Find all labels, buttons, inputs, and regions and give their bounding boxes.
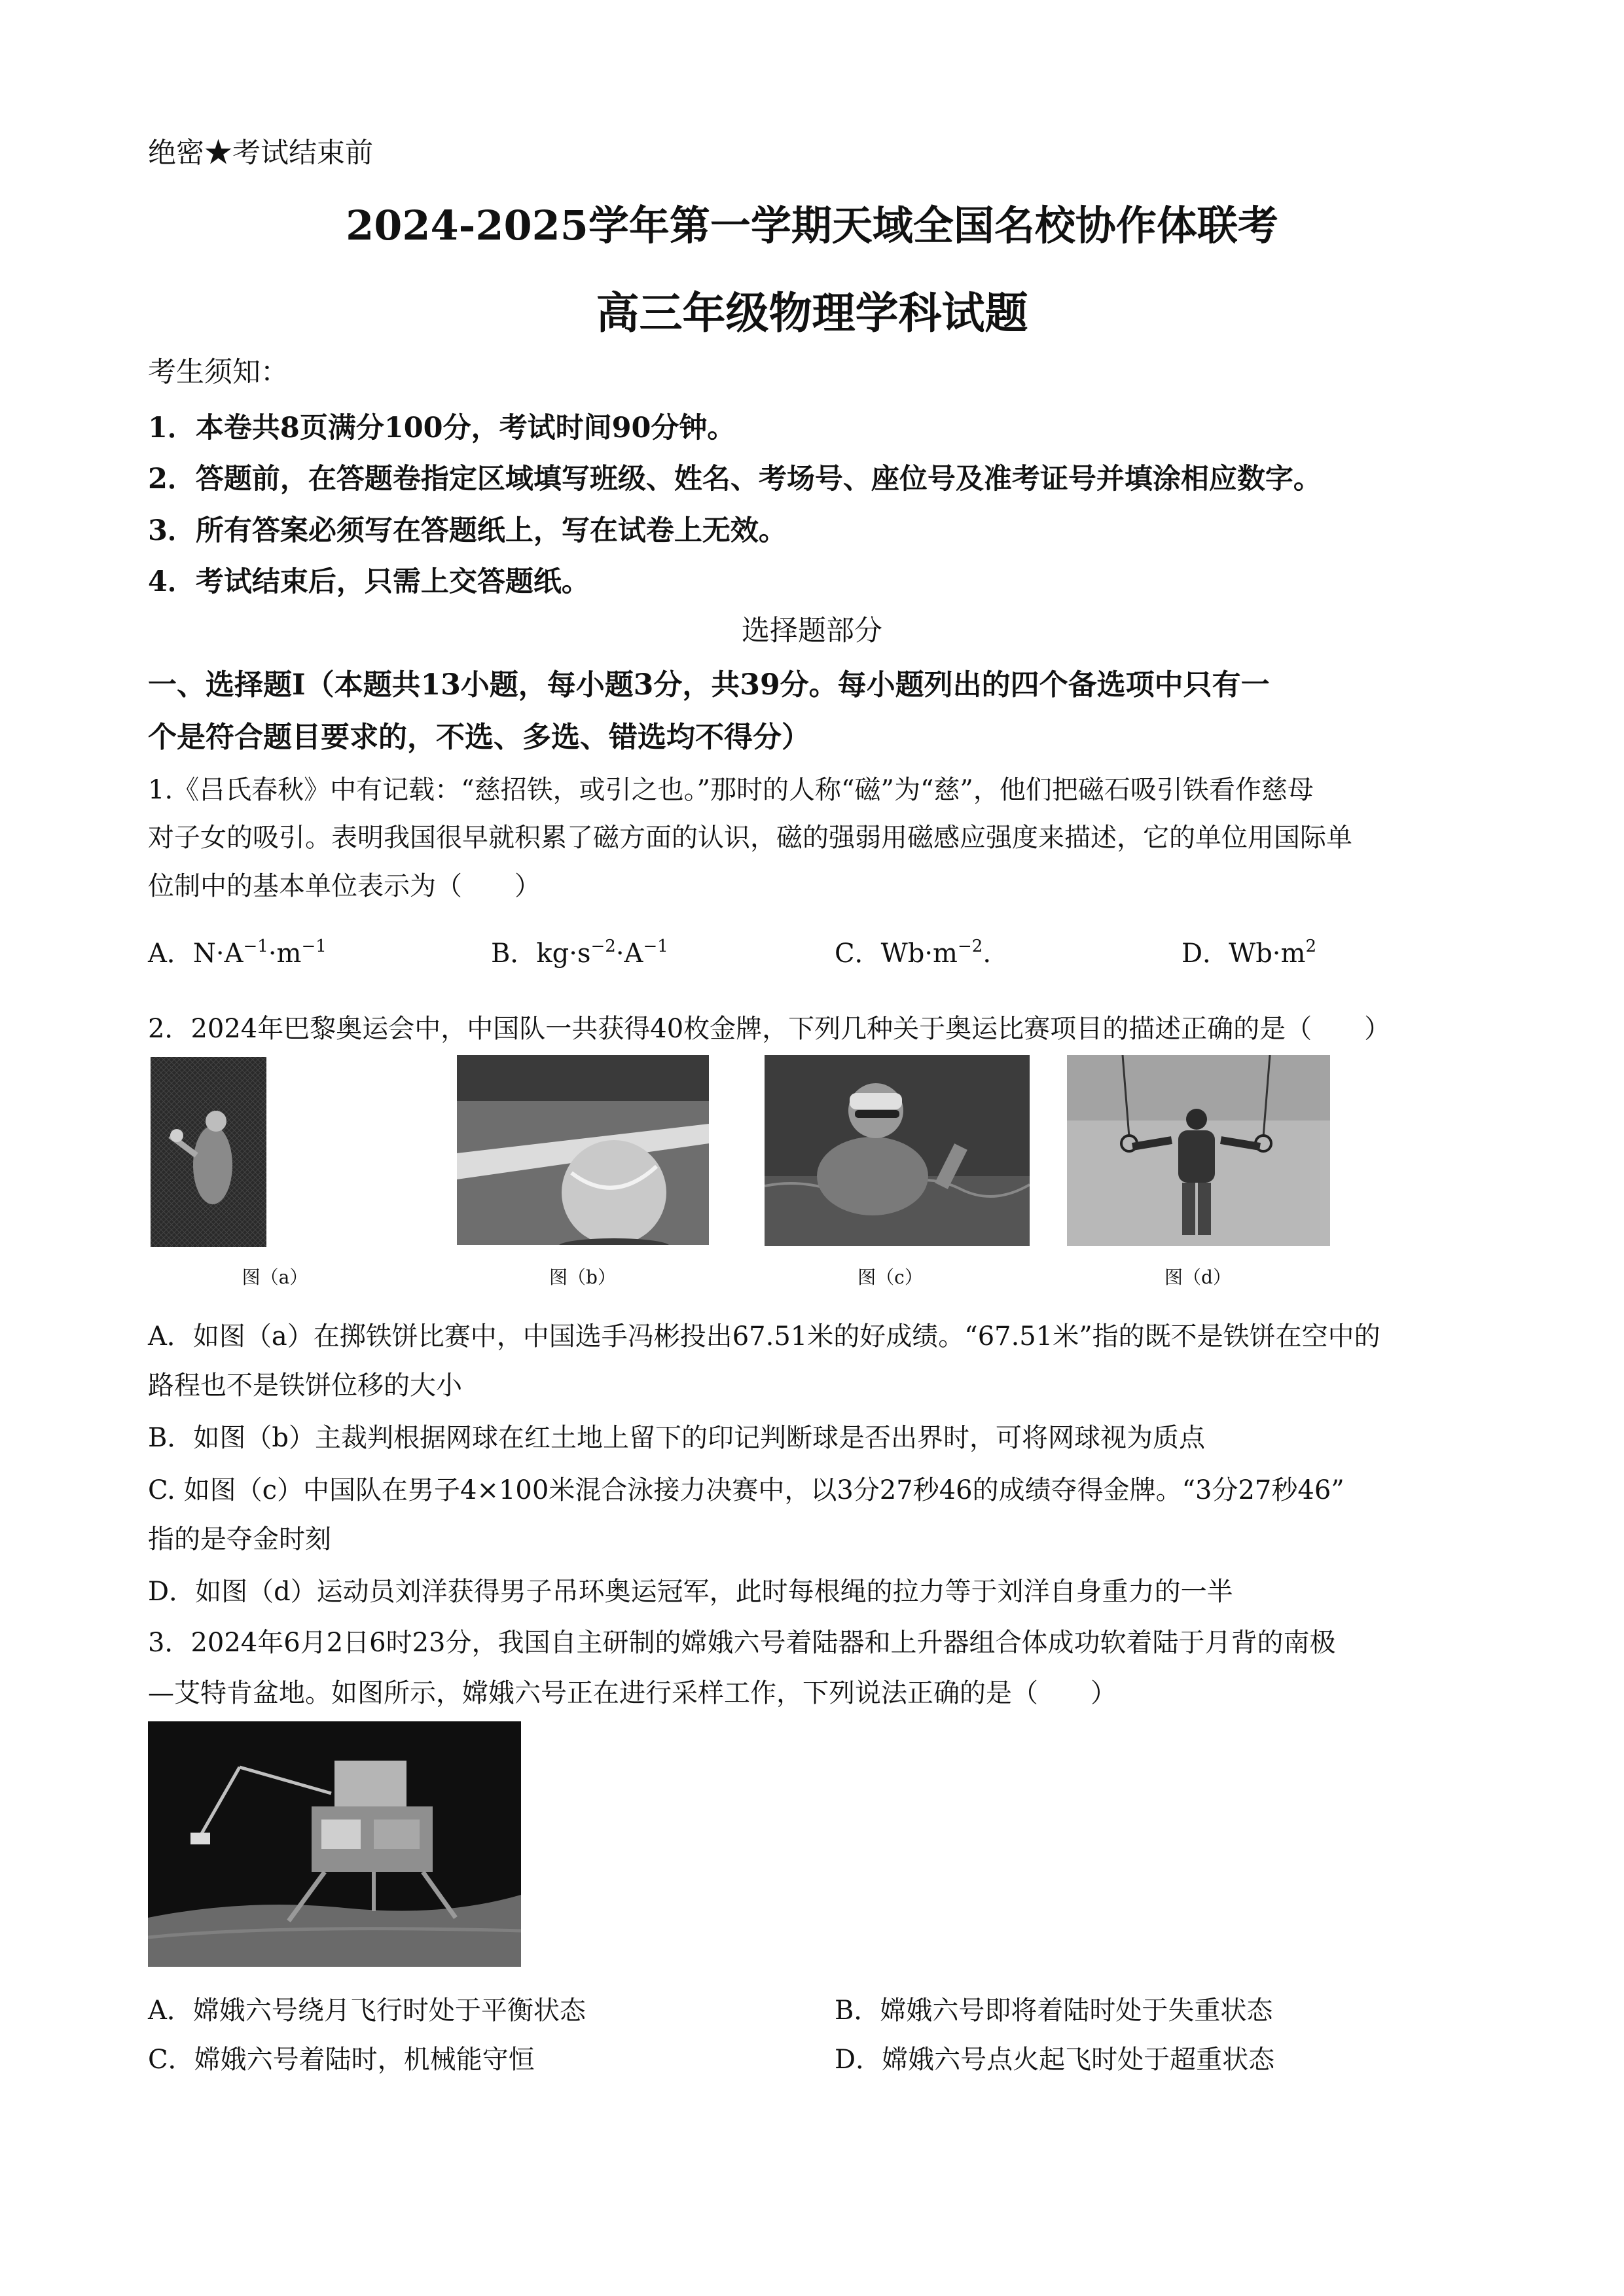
q2-option-c-cont: 指的是夺金时刻 [148, 1524, 331, 1554]
unit-text: ·A [615, 939, 643, 969]
q2-option-b: B．如图（b）主裁判根据网球在红土地上留下的印记判断球是否出界时，可将网球视为质点 [148, 1423, 1205, 1453]
option-label: A． [148, 939, 193, 969]
q2-option-c: C. 如图（c）中国队在男子4×100米混合泳接力决赛中，以3分27秒46的成绩夺得金牌。“3分27秒46” [148, 1475, 1344, 1505]
unit-exponent: −1 [643, 937, 668, 956]
rings-gymnast-photo [1067, 1055, 1330, 1246]
part-heading: 一、选择题Ⅰ（本题共13小题，每小题3分，共39分。每小题列出的四个备选项中只有一 [148, 668, 1270, 702]
unit-text: Wb·m [880, 939, 958, 969]
notice-item: 2．答题前，在答题卷指定区域填写班级、姓名、考场号、座位号及准考证号并填涂相应数字。 [148, 463, 1322, 495]
figure-caption-d: 图（d） [1164, 1266, 1231, 1288]
swimmer-photo [765, 1055, 1030, 1246]
unit-text: . [983, 939, 992, 969]
notice-item: 4．考试结束后，只需上交答题纸。 [148, 565, 590, 598]
tennis-ball-photo [457, 1055, 709, 1245]
notice-heading: 考生须知： [148, 356, 289, 389]
q3-option-c: C．嫦娥六号着陆时，机械能守恒 [148, 2045, 535, 2075]
q1-option-c [835, 933, 991, 970]
exam-subtitle: 高三年级物理学科试题 [596, 287, 1028, 338]
q2-stem: 2．2024年巴黎奥运会中，中国队一共获得40枚金牌，下列几种关于奥运比赛项目的描述正确的是（ ） [148, 1014, 1391, 1044]
unit-text: ·m [268, 939, 302, 969]
notice-item: 3．所有答案必须写在答题纸上，写在试卷上无效。 [148, 514, 787, 547]
q1-stem: 对子女的吸引。表明我国很早就积累了磁方面的认识，磁的强弱用磁感应强度来描述，它的单位用国际单 [148, 823, 1352, 853]
q3-option-b: B．嫦娥六号即将着陆时处于失重状态 [835, 1996, 1273, 2026]
unit-text: kg·s [536, 939, 591, 969]
lander-photo [148, 1721, 521, 1967]
q2-option-a-cont: 路程也不是铁饼位移的大小 [148, 1371, 462, 1401]
figure-caption-b: 图（b） [549, 1266, 616, 1288]
option-label: D． [1182, 939, 1229, 969]
q1-option-b [491, 933, 668, 970]
unit-exponent: −1 [301, 937, 327, 956]
q1-stem: 位制中的基本单位表示为（ ） [148, 871, 541, 901]
q3-option-d: D．嫦娥六号点火起飞时处于超重状态 [835, 2045, 1275, 2075]
figure-caption-c: 图（c） [857, 1266, 923, 1288]
part-heading-cont: 个是符合题目要求的，不选、多选、错选均不得分） [148, 721, 810, 754]
unit-exponent: 2 [1305, 937, 1316, 956]
option-label: B． [491, 939, 537, 969]
q1-option-d [1182, 933, 1316, 970]
q2-option-d: D．如图（d）运动员刘洋获得男子吊环奥运冠军，此时每根绳的拉力等于刘洋自身重力的一半 [148, 1577, 1233, 1607]
q1-stem: 1.《吕氏春秋》中有记载：“慈招铁，或引之也。”那时的人称“磁”为“慈”，他们把磁石吸引铁看作慈母 [148, 775, 1314, 805]
q3-stem: —艾特肯盆地。如图所示，嫦娥六号正在进行采样工作，下列说法正确的是（ ） [148, 1678, 1117, 1708]
option-label: C． [835, 939, 881, 969]
exam-title: 2024-2025学年第一学期天域全国名校协作体联考 [346, 202, 1278, 249]
notice-item: 1．本卷共8页满分100分，考试时间90分钟。 [148, 412, 736, 444]
unit-exponent: −1 [243, 937, 268, 956]
figure-caption-a: 图（a） [242, 1266, 308, 1288]
q1-option-a [148, 933, 327, 970]
unit-exponent: −2 [957, 937, 983, 956]
secret-label: 绝密★考试结束前 [148, 137, 373, 170]
unit-text: N·A [192, 939, 244, 969]
q3-option-a: A．嫦娥六号绕月飞行时处于平衡状态 [148, 1996, 586, 2026]
q2-option-a: A．如图（a）在掷铁饼比赛中，中国选手冯彬投出67.51米的好成绩。“67.51米”指的既不是铁饼在空中的 [148, 1321, 1380, 1352]
discus-photo [151, 1057, 266, 1247]
unit-exponent: −2 [590, 937, 616, 956]
q3-stem: 3．2024年6月2日6时23分，我国自主研制的嫦娥六号着陆器和上升器组合体成功软着陆于月背的南极 [148, 1628, 1336, 1658]
unit-text: Wb·m [1229, 939, 1306, 969]
section-title: 选择题部分 [742, 615, 882, 647]
